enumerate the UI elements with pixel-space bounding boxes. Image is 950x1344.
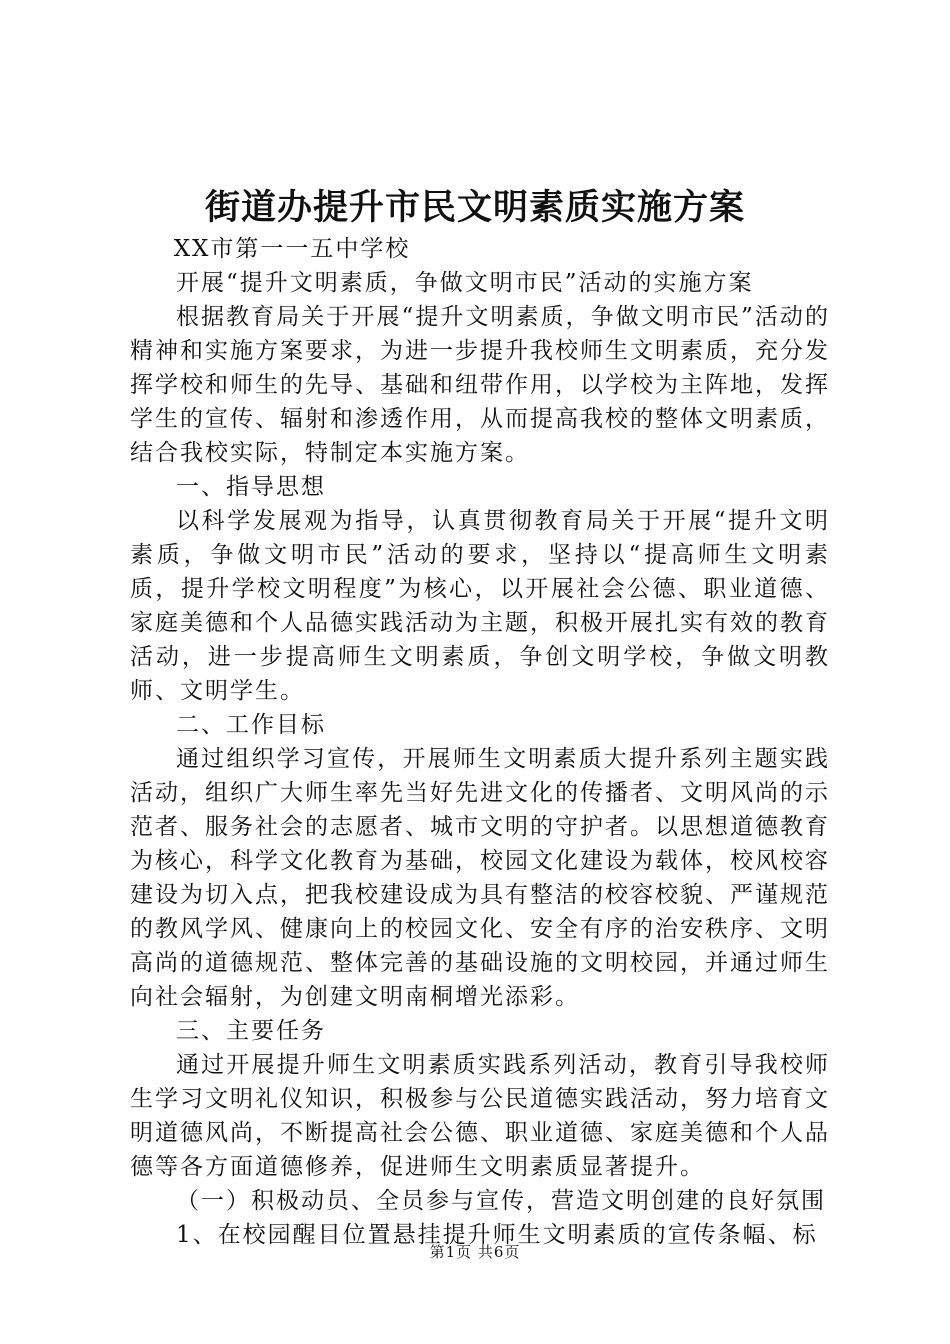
section-heading: 二、工作目标 xyxy=(176,712,326,738)
page-footer: 第1页 共6页 xyxy=(429,1243,521,1261)
school-name: XX市第一一五中学校 xyxy=(173,236,411,262)
section-heading: 三、主要任务 xyxy=(176,1018,326,1044)
subsection-heading: （一）积极动员、全员参与宣传，营造文明创建的良好氛围 xyxy=(176,1188,826,1214)
body-paragraph: 1、在校园醒目位置悬挂提升师生文明素质的宣传条幅、标 xyxy=(176,1222,818,1248)
body-paragraph: 通过组织学习宣传，开展师生文明素质大提升系列主题实践活动，组织广大师生率先当好先进文化的传播者、文明风尚的示范者、服务社会的志愿者、城市文明的守护者。以思想道德教育为核心，科学文化教育为基础，校园文化建设为载体，校风校容建设为切入点，把我校建设成为具有整洁的校容校貌、严谨规范的教风学风、健康向上的校园文化、安全有序的治安秩序、文明高尚的道德规范、整体完善的基础设施的文明校园，并通过师生向社会辐射，为创建文明南桐增光添彩。 xyxy=(130,746,830,1010)
document-body xyxy=(130,232,830,1252)
body-paragraph: 通过开展提升师生文明素质实践系列活动，教育引导我校师生学习文明礼仪知识，积极参与公民道德实践活动，努力培育文明道德风尚，不断提高社会公德、职业道德、家庭美德和个人品德等各方面道德修养，促进师生文明素质显著提升。 xyxy=(130,1052,830,1180)
body-paragraph: 以科学发展观为指导，认真贯彻教育局关于开展“提升文明素质，争做文明市民”活动的要求，坚持以“提高师生文明素质，提升学校文明程度”为核心，以开展社会公德、职业道德、家庭美德和个人品德实践活动为主题，积极开展扎实有效的教育活动，进一步提高师生文明素质，争创文明学校，争做文明教师、文明学生。 xyxy=(130,508,830,704)
document-title: 街道办提升市民文明素质实施方案 xyxy=(204,187,745,228)
body-paragraph: 根据教育局关于开展“提升文明素质，争做文明市民”活动的精神和实施方案要求，为进一步提升我校师生文明素质，充分发挥学校和师生的先导、基础和纽带作用，以学校为主阵地，发挥学生的宣传、辐射和渗透作用，从而提高我校的整体文明素质，结合我校实际，特制定本实施方案。 xyxy=(130,304,830,466)
plan-subtitle: 开展“提升文明素质，争做文明市民”活动的实施方案 xyxy=(176,270,754,296)
section-heading: 一、指导思想 xyxy=(176,474,326,500)
